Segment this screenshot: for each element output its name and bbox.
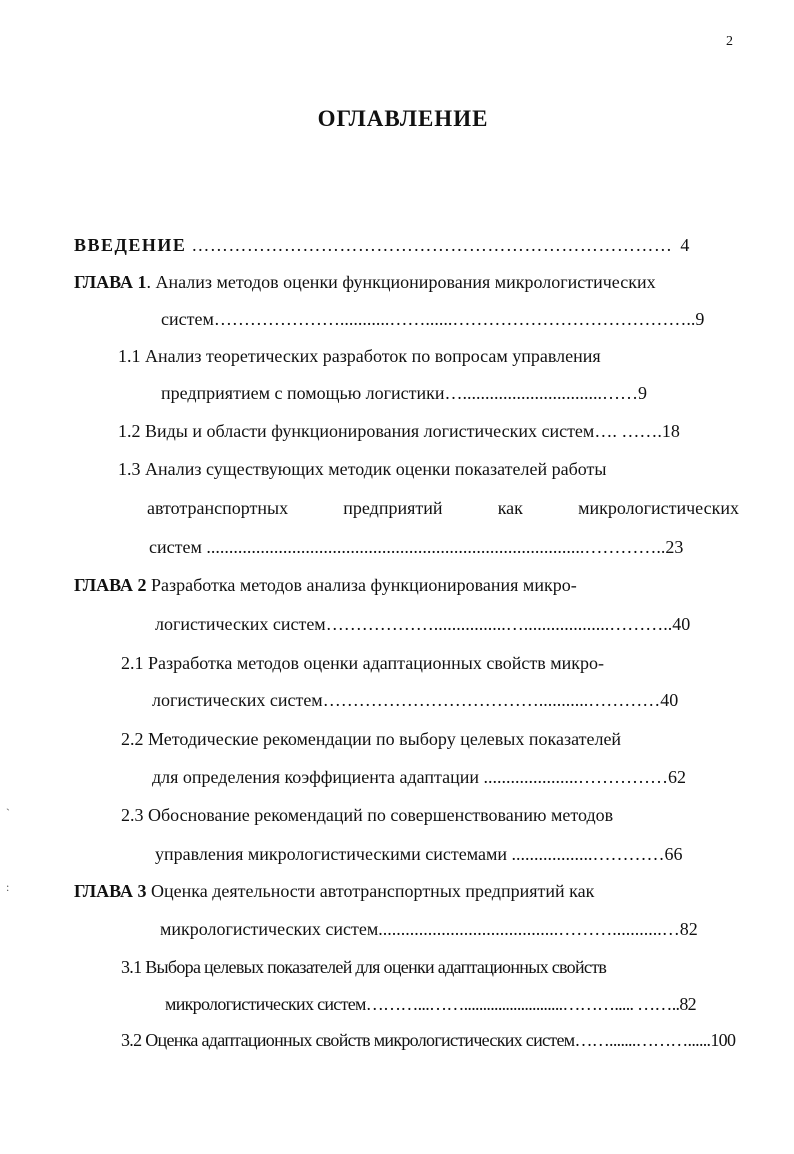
toc-ch1-page: 9 bbox=[695, 309, 705, 329]
toc-intro-page: 4 bbox=[680, 235, 690, 255]
toc-section-2-3[interactable] bbox=[121, 804, 613, 826]
toc-chapter-3[interactable] bbox=[74, 880, 594, 902]
toc-s23-continuation bbox=[155, 843, 683, 865]
toc-s13-continuation bbox=[149, 536, 683, 558]
toc-s13-word-2: предприятий bbox=[343, 498, 443, 518]
toc-ch3-label: ГЛАВА 3 bbox=[74, 881, 147, 901]
toc-s31-cont-text: микрологистических систем………...……..........................………..... …….. bbox=[165, 994, 680, 1014]
toc-s32-page: 100 bbox=[710, 1030, 736, 1050]
toc-s13-word-4: микрологистических bbox=[578, 498, 739, 518]
toc-section-2-2[interactable] bbox=[121, 728, 621, 750]
toc-intro-leader: …………………………………………………………………… bbox=[186, 235, 673, 255]
toc-s21-cont-text: логистических систем………………………………...........………… bbox=[152, 690, 661, 710]
toc-s13-justified-line bbox=[147, 497, 739, 519]
toc-section-1-2[interactable] bbox=[118, 420, 680, 442]
toc-s12-num: 1.2 bbox=[118, 421, 141, 441]
toc-section-3-1[interactable] bbox=[121, 956, 606, 978]
toc-ch3-cont-text: микрологистических систем........................................………...........… bbox=[160, 919, 680, 939]
toc-s31-num: 3.1 bbox=[121, 957, 142, 977]
toc-s13-page: 23 bbox=[665, 537, 684, 557]
toc-s22-page: 62 bbox=[667, 767, 686, 787]
toc-s21-title: Разработка методов оценки адаптационных свойств микро- bbox=[143, 653, 604, 673]
toc-s21-page: 40 bbox=[660, 690, 679, 710]
toc-s23-cont-text: управления микрологистическими системами ..................………… bbox=[155, 844, 665, 864]
toc-section-3-2[interactable] bbox=[121, 1029, 735, 1051]
toc-s23-title: Обоснование рекомендаций по совершенствованию методов bbox=[143, 805, 614, 825]
toc-s13-word-3: как bbox=[497, 498, 523, 518]
toc-ch2-page: 40 bbox=[672, 614, 691, 634]
toc-s11-title: Анализ теоретических разработок по вопросам управления bbox=[140, 346, 601, 366]
toc-s11-page: 9 bbox=[638, 383, 648, 403]
toc-s23-page: 66 bbox=[664, 844, 683, 864]
toc-entry-intro[interactable] bbox=[74, 234, 689, 256]
toc-chapter-2[interactable] bbox=[74, 574, 577, 596]
toc-ch3-title: Оценка деятельности автотранспортных предприятий как bbox=[146, 881, 595, 901]
toc-ch1-label: ГЛАВА 1 bbox=[74, 272, 147, 292]
toc-s31-page: 82 bbox=[679, 994, 696, 1014]
toc-s22-continuation bbox=[152, 766, 686, 788]
toc-s22-num: 2.2 bbox=[121, 729, 144, 749]
toc-s12-page: 18 bbox=[661, 421, 680, 441]
toc-ch1-title: . Анализ методов оценки функционирования микрологистических bbox=[146, 272, 656, 292]
toc-ch1-cont-text: систем…………………...........……......………………………………….. bbox=[161, 309, 696, 329]
toc-s12-title: Виды и области функционирования логистических систем…. ……. bbox=[140, 421, 662, 441]
toc-s13-word-1: автотранспортных bbox=[147, 498, 289, 518]
toc-s13-cont-text: систем ....................................................................................………….. bbox=[149, 537, 666, 557]
toc-s11-cont-text: предприятием с помощью логистики…...............................…… bbox=[161, 383, 639, 403]
toc-s32-num: 3.2 bbox=[121, 1030, 142, 1050]
toc-s11-continuation bbox=[161, 382, 647, 404]
scan-mark-1: ` bbox=[6, 806, 10, 820]
toc-s22-title: Методические рекомендации по выбору целевых показателей bbox=[143, 729, 622, 749]
toc-s21-continuation bbox=[152, 689, 678, 711]
toc-intro-label: ВВЕДЕНИЕ bbox=[74, 235, 187, 255]
toc-s23-num: 2.3 bbox=[121, 805, 144, 825]
toc-s13-num: 1.3 bbox=[118, 459, 141, 479]
toc-s21-num: 2.1 bbox=[121, 653, 144, 673]
page-title: ОГЛАВЛЕНИЕ bbox=[317, 106, 489, 131]
toc-s31-continuation bbox=[165, 993, 696, 1015]
toc-ch2-label: ГЛАВА 2 bbox=[74, 575, 147, 595]
scan-mark-2: : bbox=[6, 880, 10, 894]
toc-section-1-3[interactable] bbox=[118, 458, 606, 480]
page-number: 2 bbox=[726, 34, 733, 49]
toc-s31-title: Выбора целевых показателей для оценки адаптационных свойств bbox=[141, 957, 607, 977]
toc-chapter-1[interactable] bbox=[74, 271, 656, 293]
toc-ch1-continuation bbox=[161, 308, 704, 330]
toc-ch2-continuation bbox=[155, 613, 690, 635]
toc-ch3-page: 82 bbox=[679, 919, 698, 939]
toc-ch2-cont-text: логистических систем………………................…...................……….. bbox=[155, 614, 673, 634]
toc-s32-title: Оценка адаптационных свойств микрологистических систем…….......………...... bbox=[141, 1030, 711, 1050]
toc-s22-cont-text: для определения коэффициента адаптации .....................…………… bbox=[152, 767, 668, 787]
toc-ch3-continuation bbox=[160, 918, 698, 940]
toc-section-1-1[interactable] bbox=[118, 345, 601, 367]
toc-s11-num: 1.1 bbox=[118, 346, 141, 366]
toc-ch2-title: Разработка методов анализа функционирования микро- bbox=[146, 575, 577, 595]
toc-s13-title: Анализ существующих методик оценки показателей работы bbox=[140, 459, 607, 479]
toc-section-2-1[interactable] bbox=[121, 652, 604, 674]
